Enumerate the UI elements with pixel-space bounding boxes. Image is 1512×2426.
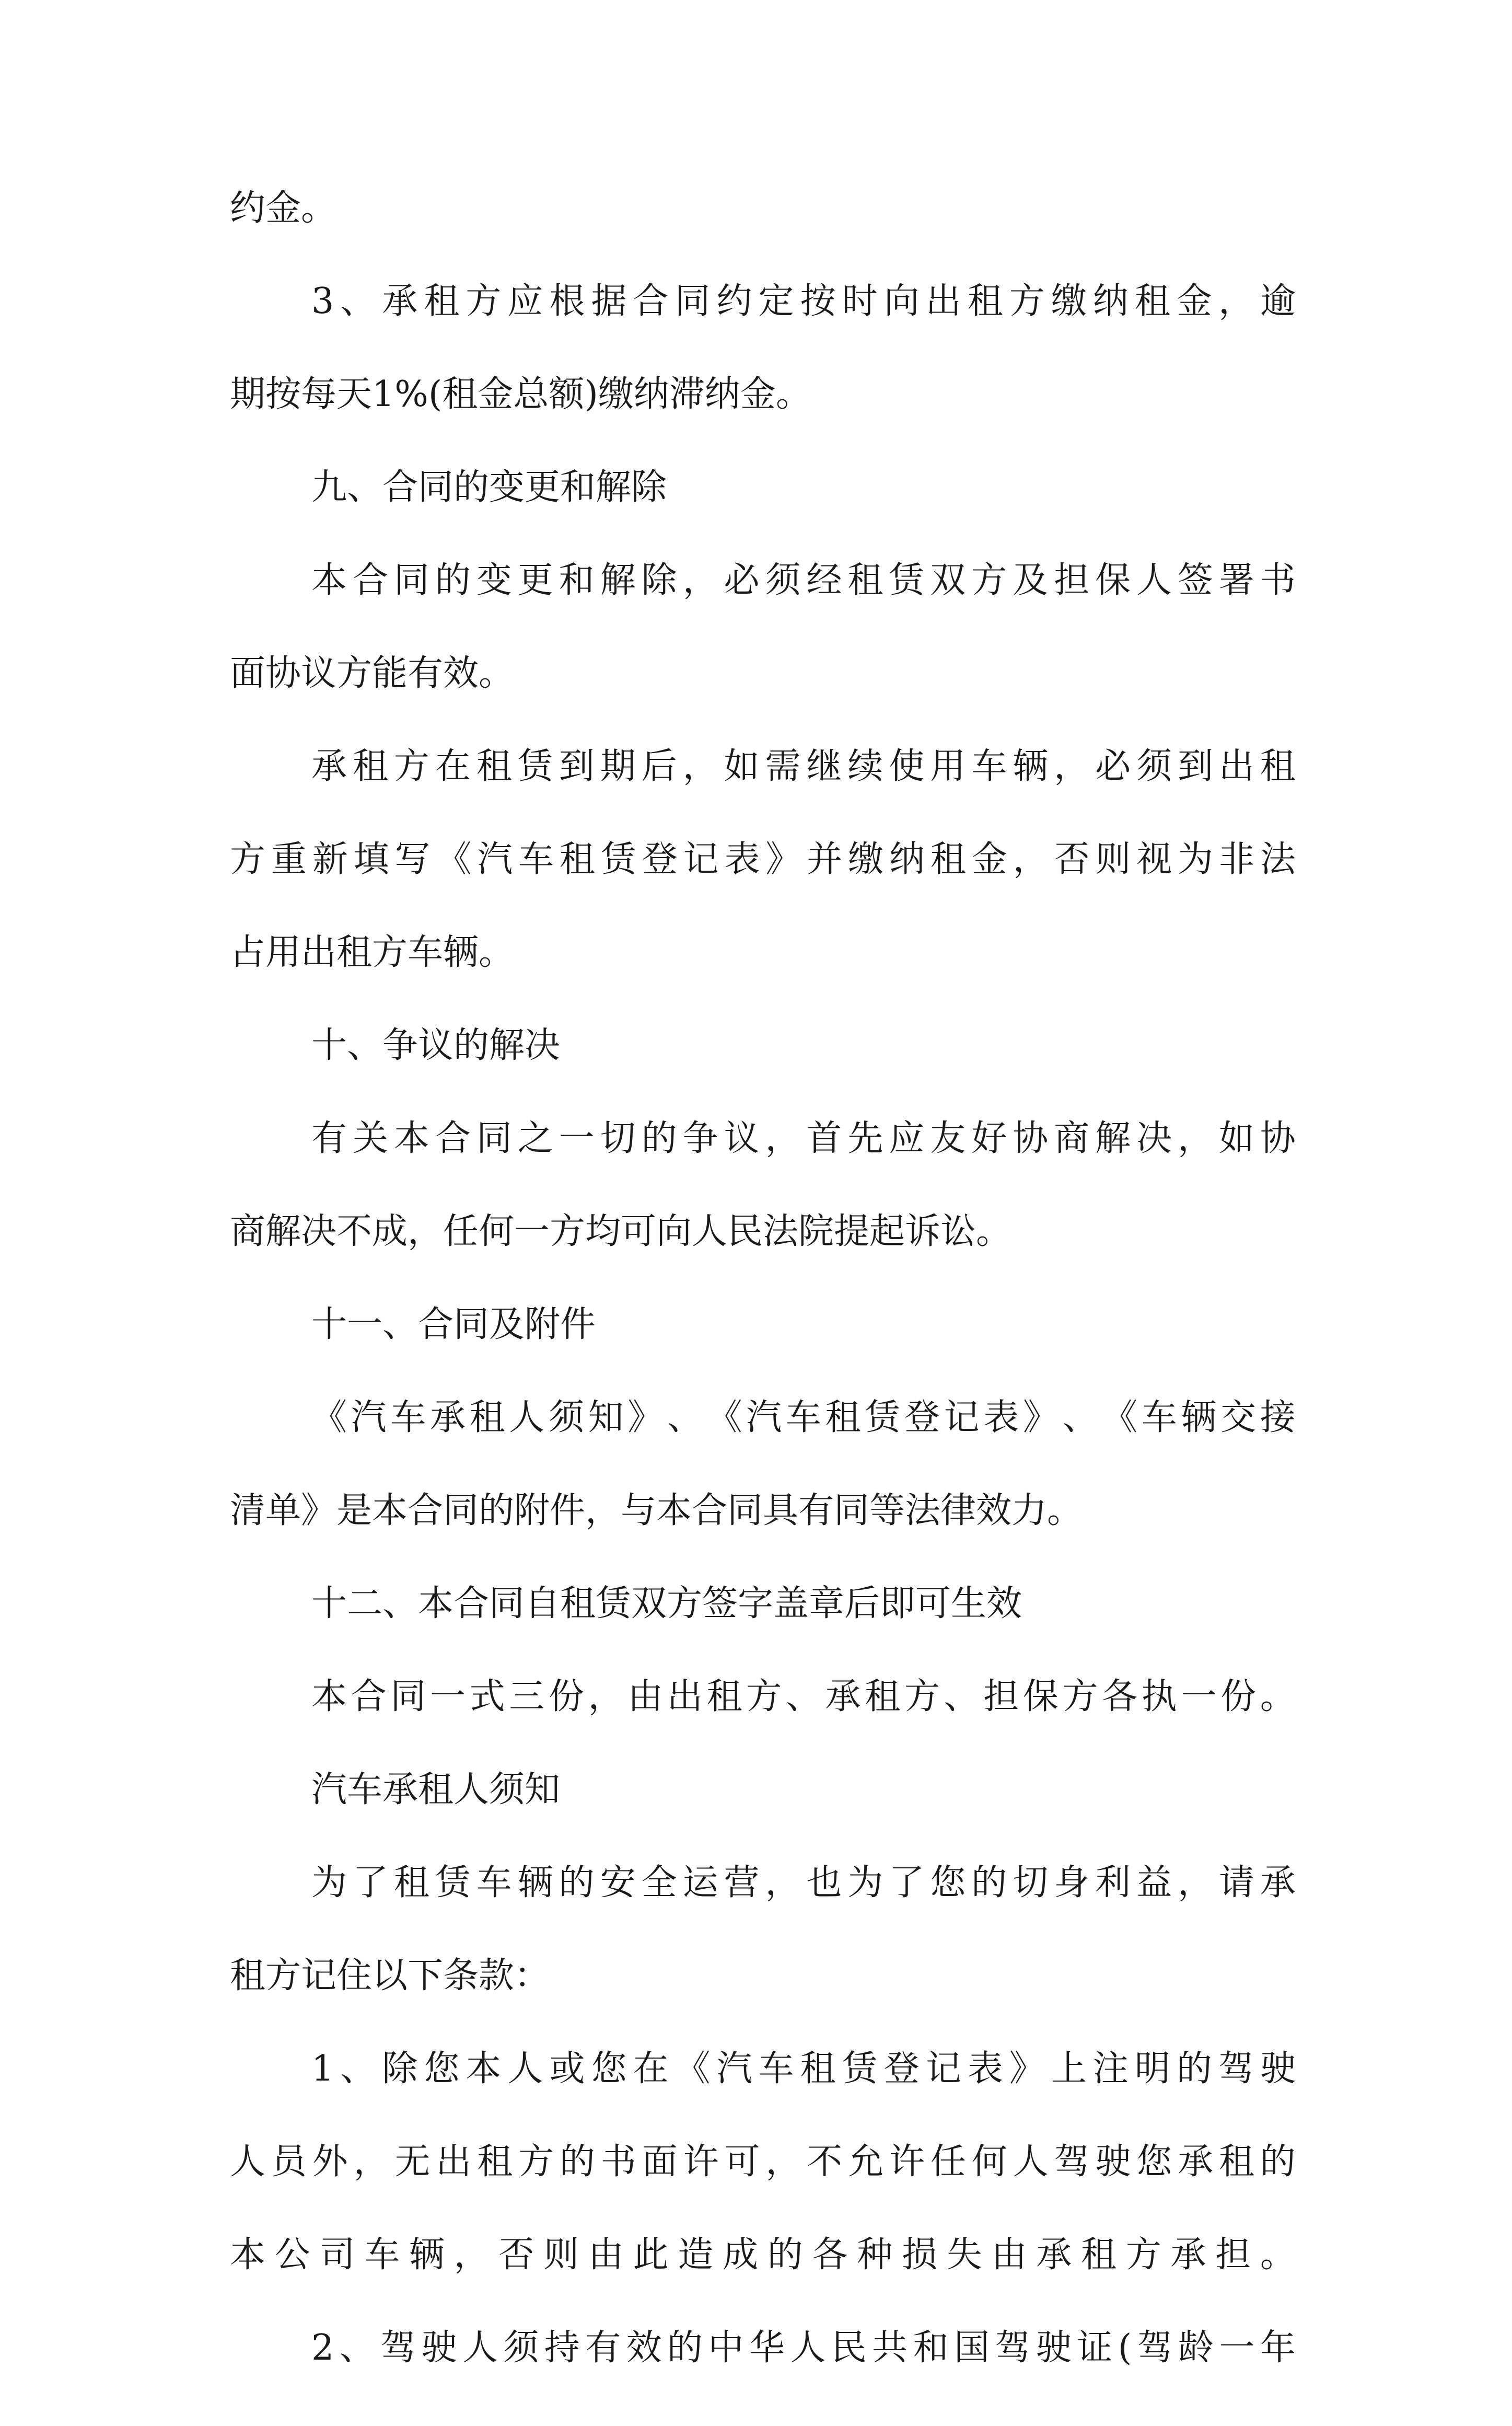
text-line: 约金。 bbox=[230, 188, 337, 229]
text-line: 占用出租方车辆。 bbox=[230, 932, 515, 973]
text-line: 有 关 本 合 同 之 一 切 的 争 议 ， 首 先 应 友 好 协 商 解 决 ， 如 协 bbox=[311, 1118, 1296, 1159]
text-line: 承 租 方 在 租 赁 到 期 后 ， 如 需 继 续 使 用 车 辆 ， 必 须 到 出 租 bbox=[311, 746, 1296, 787]
text-line: 方 重 新 填 写 《 汽 车 租 赁 登 记 表 》 并 缴 纳 租 金 ， 否 则 视 为 非 法 bbox=[230, 839, 1296, 880]
text-line: 3 、 承 租 方 应 根 据 合 同 约 定 按 时 向 出 租 方 缴 纳 租 金 ， 逾 bbox=[311, 281, 1296, 322]
document-page bbox=[230, 188, 1296, 2426]
section-heading: 九、合同的变更和解除 bbox=[311, 467, 667, 508]
text-line: 租方记住以下条款： bbox=[230, 1955, 550, 1996]
text-line: 人 员 外 ， 无 出 租 方 的 书 面 许 可 ， 不 允 许 任 何 人 驾 驶 您 承 租 的 bbox=[230, 2141, 1296, 2182]
section-heading: 十二、本合同自租赁双方签字盖章后即可生效 bbox=[311, 1583, 1022, 1624]
text-line: 2 、 驾 驶 人 须 持 有 效 的 中 华 人 民 共 和 国 驾 驶 证 ( 驾 龄 一 年 bbox=[311, 2327, 1296, 2369]
text-line: 本 公 司 车 辆 ， 否 则 由 此 造 成 的 各 种 损 失 由 承 租 方 承 担 。 bbox=[230, 2234, 1296, 2275]
text-line: 本 合 同 一 式 三 份 ， 由 出 租 方 、 承 租 方 、 担 保 方 各 执 一 份 。 bbox=[311, 1676, 1296, 1717]
text-line: 《 汽 车 承 租 人 须 知 》 、 《 汽 车 租 赁 登 记 表 》 、 《 车 辆 交 接 bbox=[311, 1397, 1296, 1438]
text-line: 为 了 租 赁 车 辆 的 安 全 运 营 ， 也 为 了 您 的 切 身 利 益 ， 请 承 bbox=[311, 1862, 1296, 1903]
section-heading: 十、争议的解决 bbox=[311, 1025, 561, 1066]
text-line: 本 合 同 的 变 更 和 解 除 ， 必 须 经 租 赁 双 方 及 担 保 人 签 署 书 bbox=[311, 560, 1296, 601]
text-line: 面协议方能有效。 bbox=[230, 653, 515, 694]
text-line: 商解决不成，任何一方均可向人民法院提起诉讼。 bbox=[230, 1211, 1012, 1252]
section-heading: 十一、合同及附件 bbox=[311, 1304, 596, 1345]
text-line: 1 、 除 您 本 人 或 您 在 《 汽 车 租 赁 登 记 表 》 上 注 明 的 驾 驶 bbox=[311, 2048, 1296, 2089]
section-heading: 汽车承租人须知 bbox=[311, 1769, 561, 1810]
text-line: 清单》是本合同的附件，与本合同具有同等法律效力。 bbox=[230, 1490, 1083, 1531]
text-line: 期按每天1%(租金总额)缴纳滞纳金。 bbox=[230, 374, 811, 415]
